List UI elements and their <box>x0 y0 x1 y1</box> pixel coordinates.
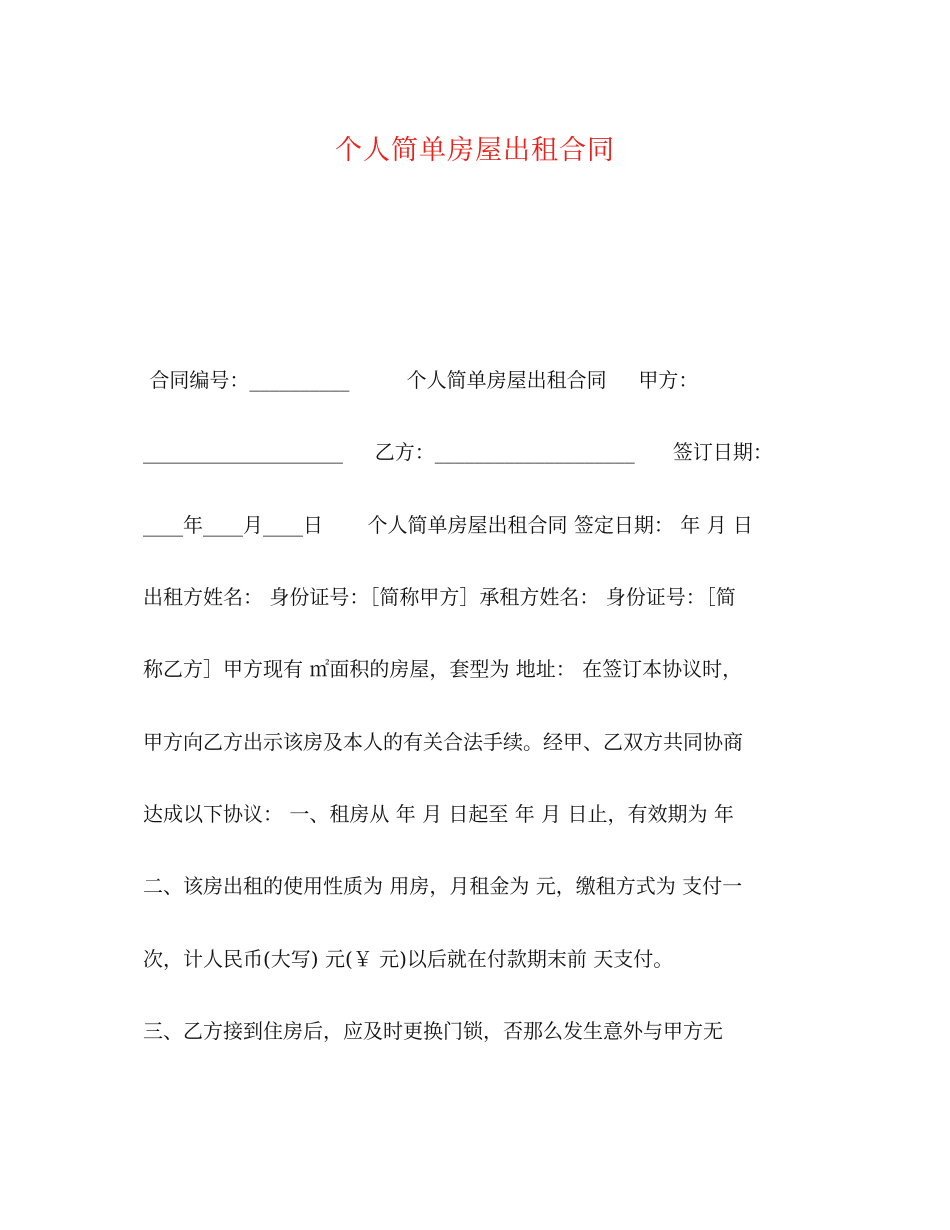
body-line-7: 达成以下协议： 一、租房从 年 月 日起至 年 月 日止，有效期为 年 <box>143 802 734 826</box>
body-line-3: ____年____月____日 个人简单房屋出租合同 签定日期： 年 月 日 <box>143 513 753 537</box>
body-line-6: 甲方向乙方出示该房及本人的有关合法手续。经甲、乙双方共同协商 <box>143 730 743 754</box>
body-line-8: 二、该房出租的使用性质为 用房，月租金为 元，缴租方式为 支付一 <box>143 874 743 898</box>
body-line-4: 出租方姓名： 身份证号：［简称甲方］承租方姓名： 身份证号：［简 <box>143 585 736 609</box>
body-line-2: ____________________ 乙方：____________________ 签订日期： <box>143 440 773 464</box>
body-line-9: 次，计人民币(大写) 元(￥ 元)以后就在付款期末前 天支付。 <box>143 947 674 971</box>
body-line-5: 称乙方］甲方现有 ㎡面积的房屋，套型为 地址： 在签订本协议时， <box>143 657 743 681</box>
document-title: 个人简单房屋出租合同 <box>335 135 615 166</box>
body-line-1: 合同编号：__________ 个人简单房屋出租合同 甲方： <box>143 368 699 392</box>
body-line-10: 三、乙方接到住房后，应及时更换门锁，否那么发生意外与甲方无 <box>143 1019 723 1043</box>
